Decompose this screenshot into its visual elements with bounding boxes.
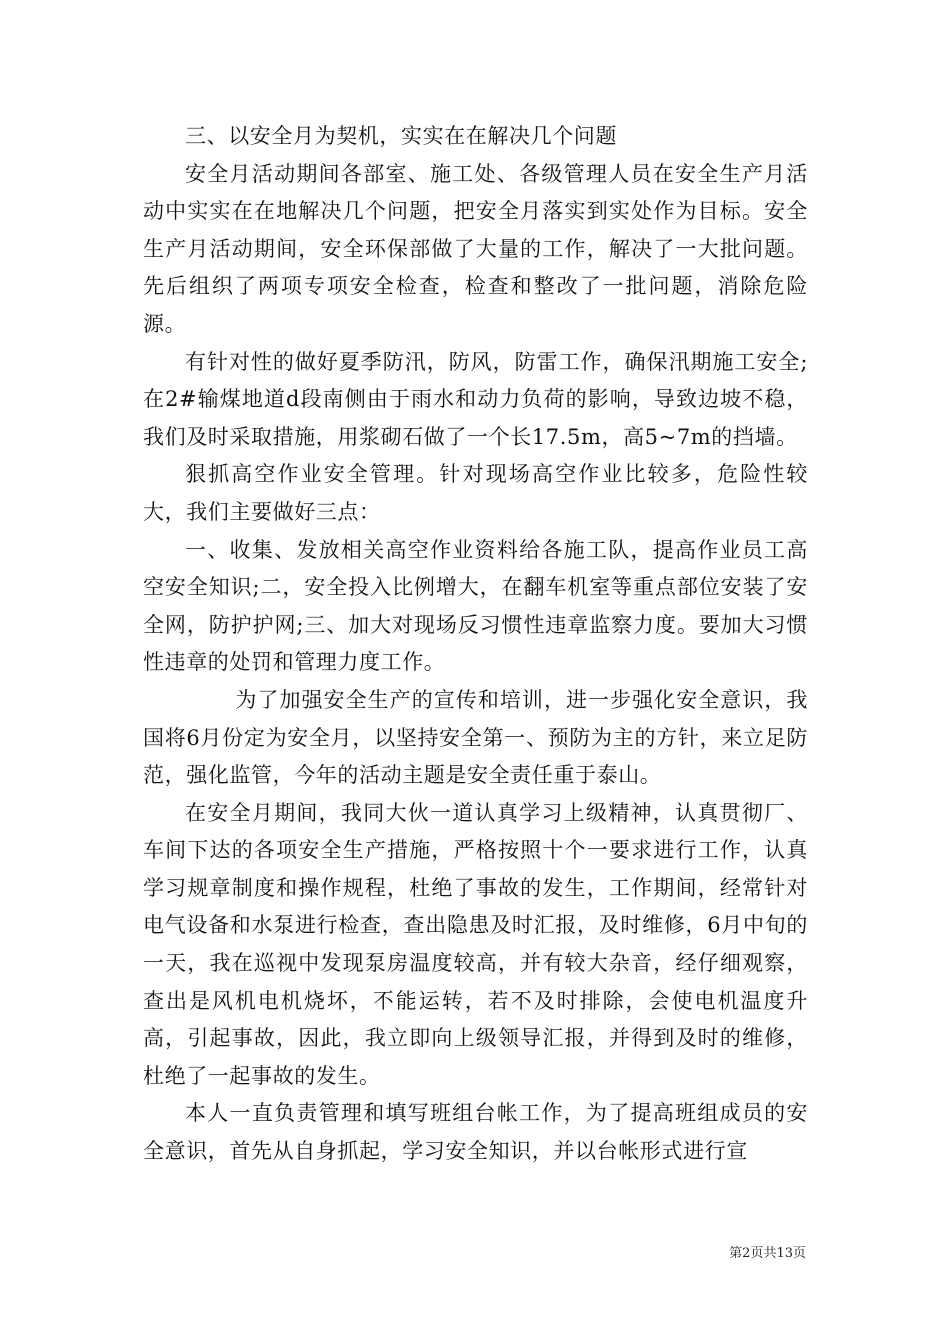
paragraph: 安全月活动期间各部室、施工处、各级管理人员在安全生产月活动中实实在在地解决几个问题，把安全月落实到实处作为目标。安全生产月活动期间，安全环保部做了大量的工作，解决了一大批问题。先后组织了两项专项安全检查，检查和整改了一批问题，消除危险源。	[143, 161, 808, 336]
paragraph: 一、收集、发放相关高空作业资料给各施工队，提高作业员工高空安全知识;二，安全投入比例增大，在翻车机室等重点部位安装了安全网，防护护网;三、加大对现场反习惯性违章监察力度。要加大习惯性违章的处罚和管理力度工作。	[143, 537, 808, 675]
page-number: 第2页共13页	[729, 1246, 806, 1261]
paragraph: 在安全月期间，我同大伙一道认真学习上级精神，认真贯彻厂、车间下达的各项安全生产措施，严格按照十个一要求进行工作，认真学习规章制度和操作规程，杜绝了事故的发生，工作期间，经常针对电气设备和水泵进行检查，查出隐患及时汇报，及时维修，6月中旬的一天，我在巡视中发现泵房温度较高，并有较大杂音，经仔细观察，查出是风机电机烧坏，不能运转，若不及时排除，会使电机温度升高，引起事故，因此，我立即向上级领导汇报，并得到及时的维修，杜绝了一起事故的发生。	[143, 800, 808, 1088]
section-heading: 三、以安全月为契机，实实在在解决几个问题	[185, 124, 617, 148]
paragraph: 为了加强安全生产的宣传和培训，进一步强化安全意识，我国将6月份定为安全月，以坚持安全第一、预防为主的方针，来立足防范，强化监管，今年的活动主题是安全责任重于泰山。	[143, 687, 808, 788]
paragraph: 有针对性的做好夏季防汛，防风，防雷工作，确保汛期施工安全;在2#输煤地道d段南侧由于雨水和动力负荷的影响，导致边坡不稳，我们及时采取措施，用浆砌石做了一个长17.5m，高5~7m的挡墙。	[143, 349, 808, 449]
paragraph: 狠抓高空作业安全管理。针对现场高空作业比较多，危险性较大，我们主要做好三点：	[143, 462, 808, 524]
document-body	[143, 118, 808, 1171]
paragraph: 本人一直负责管理和填写班组台帐工作，为了提高班组成员的安全意识，首先从自身抓起，学习安全知识，并以台帐形式进行宣	[143, 1101, 808, 1164]
